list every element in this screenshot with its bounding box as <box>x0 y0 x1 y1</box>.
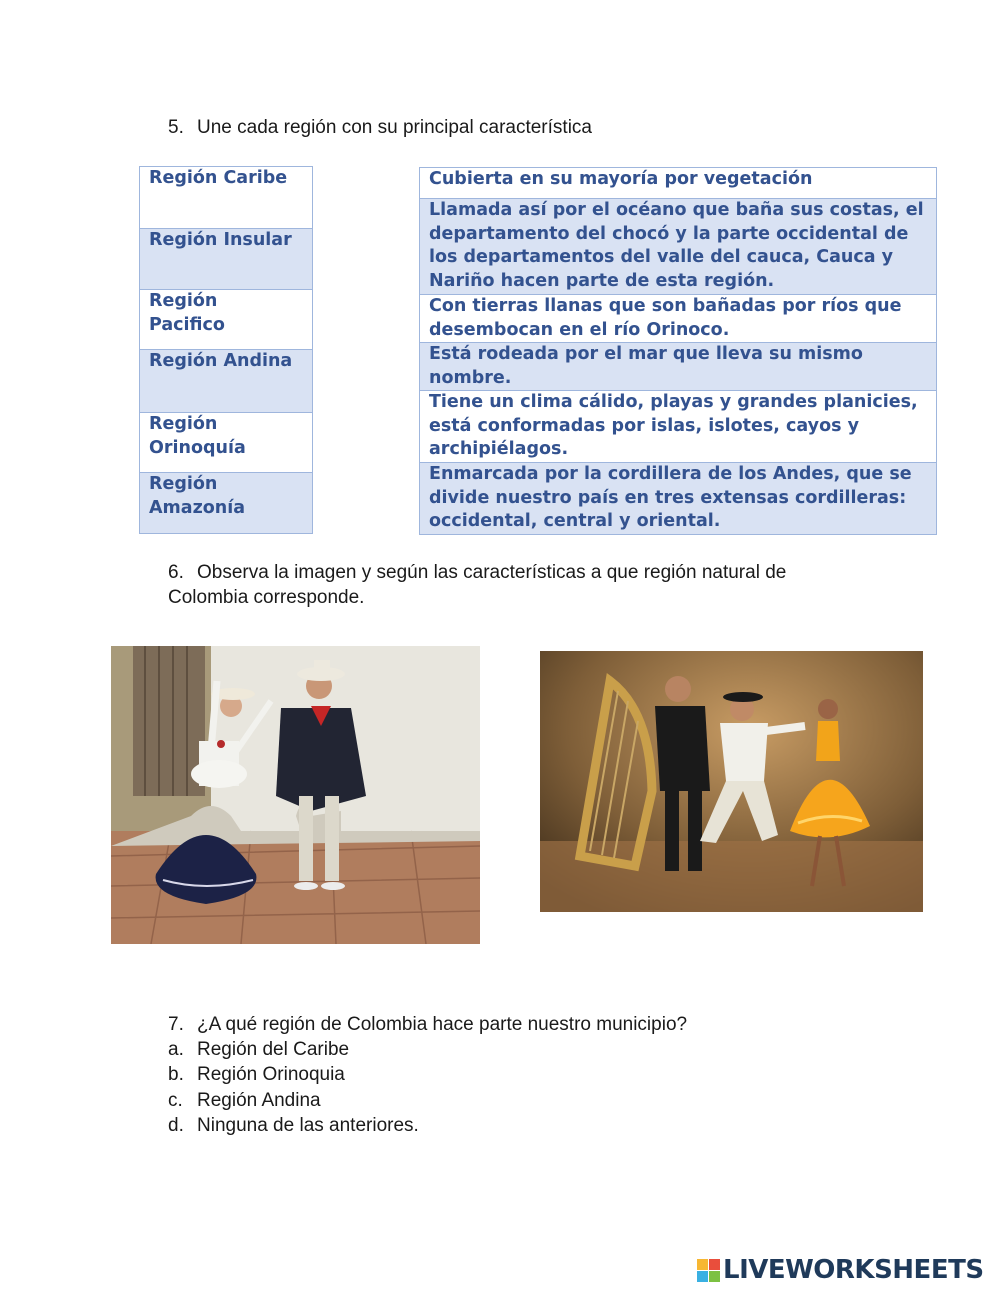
characteristic-text: Tiene un clima cálido, playas y grandes planicies, está conformadas por islas, islotes, cayos y archipiélagos. <box>429 392 918 459</box>
characteristic-cell[interactable] <box>420 391 937 463</box>
option-text: Región Orinoquia <box>197 1064 345 1085</box>
question-text: Une cada región con su principal característica <box>197 117 592 138</box>
logo-mark-icon <box>697 1259 720 1282</box>
characteristic-text: Con tierras llanas que son bañadas por ríos que desembocan en el río Orinoco. <box>429 296 902 340</box>
characteristic-cell[interactable] <box>420 199 937 295</box>
region-cell[interactable] <box>140 350 313 413</box>
option-letter: c. <box>168 1090 183 1111</box>
characteristics-table <box>419 167 937 535</box>
logo-text: LIVEWORKSHEETS <box>723 1255 984 1285</box>
option-b[interactable] <box>168 1062 345 1087</box>
option-letter: b. <box>168 1064 184 1085</box>
question-5 <box>168 115 592 140</box>
regions-table <box>139 166 313 534</box>
option-text: Región Andina <box>197 1090 321 1111</box>
llanero-dance-illustration <box>540 651 923 912</box>
andean-dance-illustration <box>111 646 480 944</box>
andean-dance-photo <box>111 646 480 944</box>
region-label: Región Pacifico <box>149 291 225 335</box>
question-text: ¿A qué región de Colombia hace parte nuestro municipio? <box>197 1014 688 1035</box>
option-letter: d. <box>168 1115 184 1136</box>
option-d[interactable] <box>168 1113 419 1138</box>
characteristic-text: Enmarcada por la cordillera de los Andes, que se divide nuestro país en tres extensas cordilleras: occidental, central y oriental. <box>429 464 912 531</box>
option-a[interactable] <box>168 1037 349 1062</box>
region-cell[interactable] <box>140 473 313 534</box>
region-cell[interactable] <box>140 167 313 229</box>
region-label: Región Caribe <box>149 168 288 188</box>
question-6 <box>168 560 828 610</box>
option-letter: a. <box>168 1039 184 1060</box>
region-cell[interactable] <box>140 290 313 350</box>
characteristic-text: Cubierta en su mayoría por vegetación <box>429 169 813 189</box>
logo-square <box>697 1271 708 1282</box>
characteristic-cell[interactable] <box>420 463 937 535</box>
region-label: Región Amazonía <box>149 474 246 518</box>
option-c[interactable] <box>168 1088 321 1113</box>
question-text: Observa la imagen y según las características a que región natural de Colombia corresponde. <box>168 562 787 608</box>
question-number: 6. <box>168 562 184 583</box>
region-label: Región Orinoquía <box>149 414 246 458</box>
region-cell[interactable] <box>140 229 313 290</box>
logo-square <box>697 1259 708 1270</box>
logo-square <box>709 1271 720 1282</box>
characteristic-cell[interactable] <box>420 168 937 199</box>
logo-square <box>709 1259 720 1270</box>
region-cell[interactable] <box>140 413 313 473</box>
option-text: Ninguna de las anteriores. <box>197 1115 419 1136</box>
option-text: Región del Caribe <box>197 1039 350 1060</box>
characteristic-text: Llamada así por el océano que baña sus costas, el departamento del chocó y la parte occidental de los departamentos del valle del cauca, Cauca y Nariño hacen parte de esta región. <box>429 200 924 291</box>
question-7 <box>168 1012 687 1037</box>
characteristic-text: Está rodeada por el mar que lleva su mismo nombre. <box>429 344 863 388</box>
characteristic-cell[interactable] <box>420 343 937 391</box>
llanero-dance-photo <box>540 651 923 912</box>
region-label: Región Andina <box>149 351 293 371</box>
question-number: 7. <box>168 1014 184 1035</box>
liveworksheets-logo <box>697 1254 984 1286</box>
question-number: 5. <box>168 117 184 138</box>
region-label: Región Insular <box>149 230 292 250</box>
characteristic-cell[interactable] <box>420 295 937 343</box>
